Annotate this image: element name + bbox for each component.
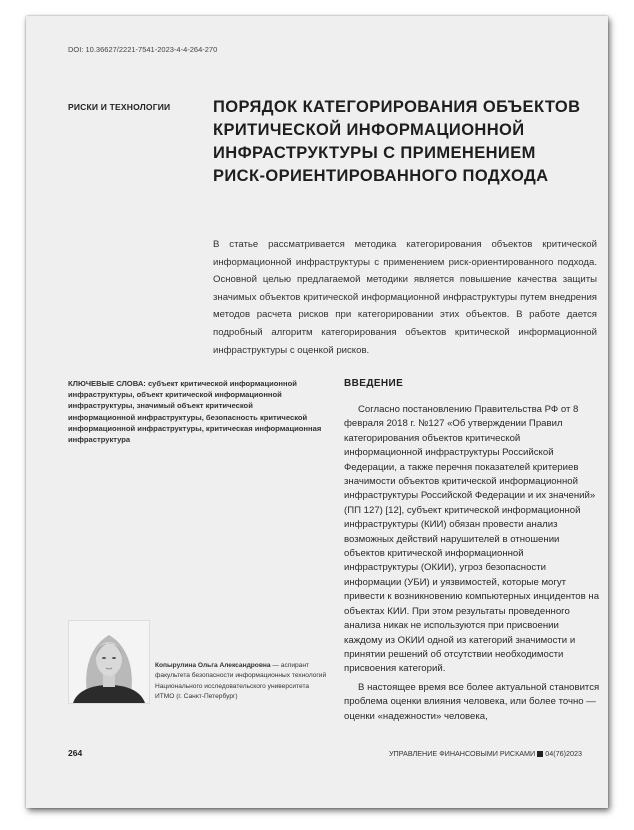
journal-name: УПРАВЛЕНИЕ ФИНАНСОВЫМИ РИСКАМИ bbox=[388, 749, 536, 758]
body-text bbox=[344, 403, 600, 724]
issue-number: 04(76)2023 bbox=[545, 749, 582, 758]
section-heading: ВВЕДЕНИЕ bbox=[344, 378, 404, 389]
abstract: В статье рассматривается методика категорирования объектов критической информационной инфраструктуры с применением риск-ориентированного подхода. Основной целью предлагаемой методики является повышение качества защиты значимых объектов критической информационной инфраструктуры путем внедрения методов расчета рисков при категорировании этих объектов. В работе дается подробный алгоритм категорирования объектов критической информационной инфраструктуры с оценкой рисков. bbox=[213, 239, 597, 356]
journal-page bbox=[26, 16, 608, 808]
author-photo bbox=[68, 620, 150, 704]
paragraph: Согласно постановлению Правительства РФ от 8 февраля 2018 г. №127 «Об утверждении Правил категорирования объектов критической информационной инфраструктуры Российской Федерации, а также перечня показателей критериев значимости объектов критической информационной инфраструктуры Российской Федерации и их значений» (ПП 127) [12], субъект критической информационной инфраструктуры (КИИ) обязан провести анализ возможных действий нарушителей в отношении объектов критической информационной инфраструктуры (ОКИИ), угроз безопасности информации (УБИ) и уязвимостей, которые могут привести к возникновению компьютерных инцидентов на объектах КИИ. При этом результаты проведенного анализа никак не используются при присвоении каждому из ОКИИ одной из категорий значимости и принятии решений об отсутствии необходимости присвоения категорий. bbox=[344, 404, 600, 675]
author-portrait bbox=[69, 621, 149, 703]
author-info bbox=[155, 661, 330, 702]
paragraph: В настоящее время все более актуальной становится проблема оценки влияния человека, или более точно — оценки «надежности» человека, bbox=[344, 681, 600, 722]
square-separator-icon bbox=[537, 751, 543, 757]
author-name: Копырулина Ольга Александровна bbox=[155, 662, 271, 669]
author-description: — аспирант факультета безопасности информационных технологий Национального исследовательского университета ИТМО (г. Санкт-Петербург) bbox=[155, 662, 327, 700]
keywords: КЛЮЧЕВЫЕ СЛОВА: субъект критической информационной инфраструктуры, объект критической информационной инфраструктуры, значимый объект критической информационной инфраструктуры, безопасность критической информационной инфраструктуры, критическая информационная инфраструктура bbox=[68, 379, 322, 445]
article-title: ПОРЯДОК КАТЕГОРИРОВАНИЯ ОБЪЕКТОВ КРИТИЧЕСКОЙ ИНФОРМАЦИОННОЙ ИНФРАСТРУКТУРЫ С ПРИМЕНЕНИЕМ РИСК-ОРИЕНТИРОВАННОГО ПОДХОДА bbox=[213, 98, 581, 185]
page-number: 264 bbox=[68, 748, 83, 758]
rubric: РИСКИ И ТЕХНОЛОГИИ bbox=[68, 102, 171, 112]
doi: DOI: 10.36627/2221-7541-2023-4-4-264-270 bbox=[68, 45, 218, 54]
running-footer bbox=[389, 749, 582, 758]
